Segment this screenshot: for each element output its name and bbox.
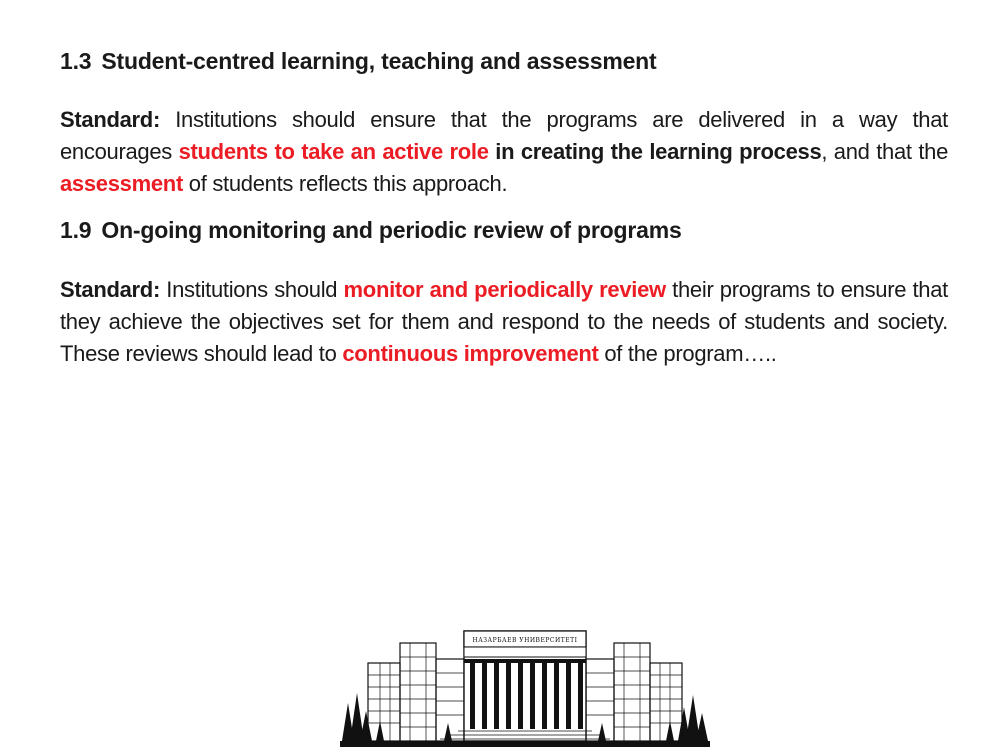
highlight-text: students to take an active role xyxy=(178,139,489,164)
standard-label: Standard: xyxy=(60,277,160,302)
paragraph-text: of students reflects this approach. xyxy=(182,171,508,196)
highlight-text: monitor and periodically review xyxy=(343,277,666,302)
paragraph-text: Institutions should xyxy=(159,277,344,302)
section-number: 1.9 xyxy=(60,217,92,243)
paragraph-text: , and that the xyxy=(821,139,948,164)
paragraph-text: their programs to ensure that they achieve the objectives set for them and respond to the needs of students and society. These reviews should lead to xyxy=(60,277,948,366)
paragraph-text: Institutions should ensure that the programs are delivered in a way that encourages xyxy=(60,107,948,164)
section-title: Student-centred learning, teaching and assessment xyxy=(101,48,657,74)
standard-paragraph-1-9 xyxy=(60,274,948,370)
paragraph-text: of the program….. xyxy=(598,341,777,366)
section-heading-1-9 xyxy=(60,217,682,244)
highlight-text: assessment xyxy=(60,171,183,196)
standard-paragraph-1-3 xyxy=(60,104,948,200)
svg-text:НАЗАРБАЕВ УНИВЕРСИТЕТІ: НАЗАРБАЕВ УНИВЕРСИТЕТІ xyxy=(472,637,578,644)
bold-text: in creating the learning process xyxy=(488,139,822,164)
standard-label: Standard: xyxy=(60,107,160,132)
highlight-text: continuous improvement xyxy=(342,341,599,366)
section-title: On-going monitoring and periodic review of programs xyxy=(101,217,682,243)
section-heading-1-3 xyxy=(60,48,657,75)
section-number: 1.3 xyxy=(60,48,92,74)
university-building-icon xyxy=(340,623,710,747)
